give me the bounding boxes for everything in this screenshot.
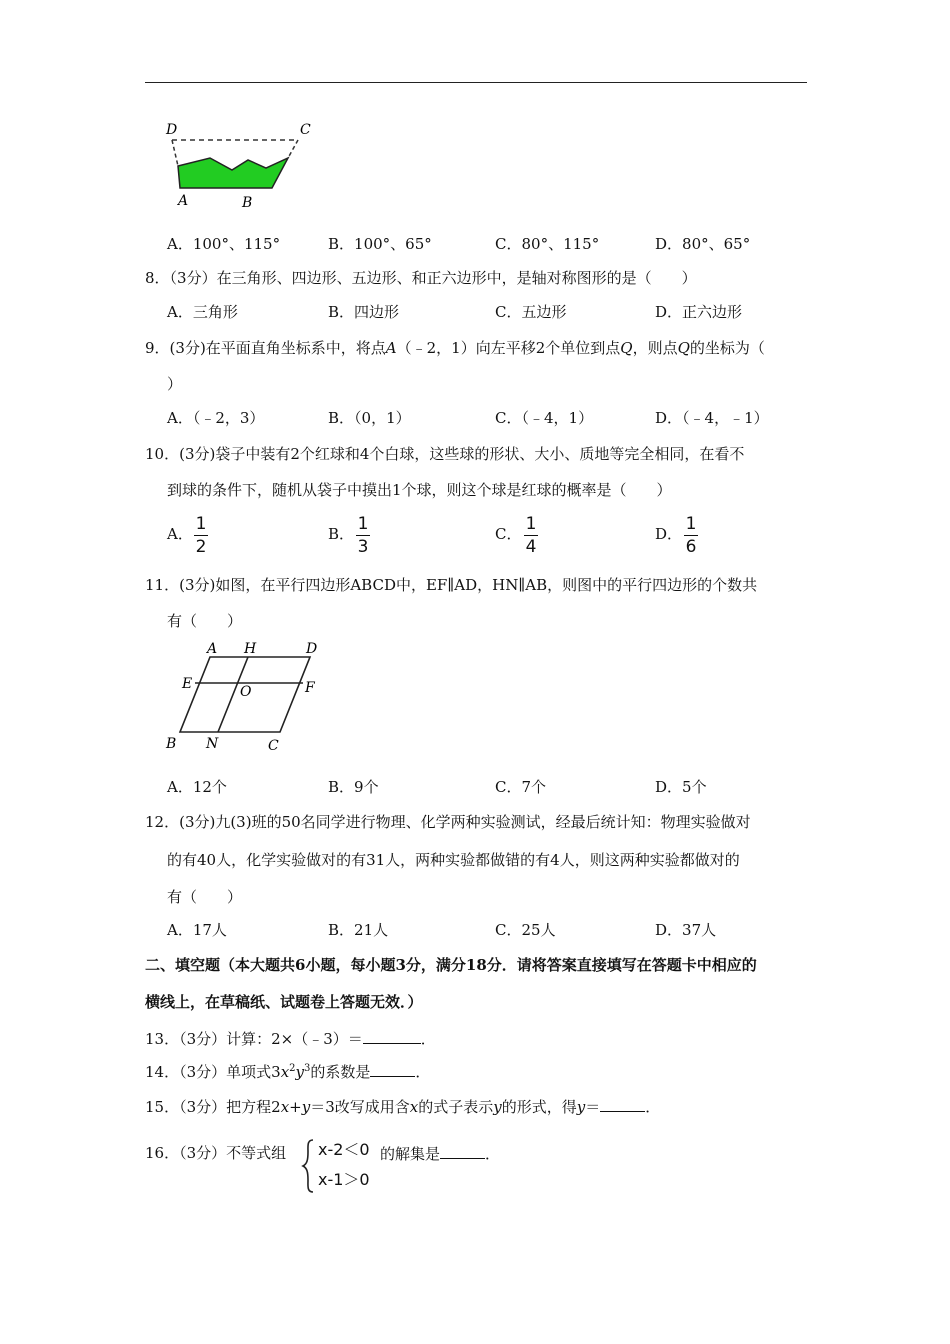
q15-var-y2: y bbox=[493, 1098, 502, 1116]
q9-point-q: Q bbox=[620, 339, 633, 357]
q13-prefix: 13．（3分）计算：2×（﹣3）＝ bbox=[145, 1030, 363, 1048]
q15-prefix: 15．（3分）把方程2 bbox=[145, 1098, 281, 1116]
q11-stem-line1: 11．(3分)如图，在平行四边形ABCD中，EF∥AD，HN∥AB，则图中的平行四边形的个数共 bbox=[145, 576, 758, 594]
q15-plus: + bbox=[289, 1098, 302, 1116]
q10-option-d-numerator: 1 bbox=[685, 514, 697, 534]
q11-option-c[interactable]: C．7个 bbox=[495, 778, 547, 796]
q15-var-x: x bbox=[280, 1098, 290, 1116]
q11-label-B: B bbox=[166, 736, 177, 752]
q11-option-d[interactable]: D．5个 bbox=[655, 778, 707, 796]
q16-suffix: ． bbox=[485, 1145, 501, 1163]
q11-label-A: A bbox=[207, 641, 218, 657]
q12-stem-line1: 12．(3分)九(3)班的50名同学进行物理、化学两种实验测试，经最后统计知：物理实验做对 bbox=[145, 813, 751, 831]
q15-mid1: ＝3改写成用含 bbox=[310, 1098, 410, 1116]
q10-option-d-fraction[interactable] bbox=[684, 515, 698, 556]
q9-point-q2: Q bbox=[677, 339, 690, 357]
q13-suffix: ． bbox=[420, 1030, 436, 1048]
q8-stem: 8．（3分）在三角形、四边形、五边形、和正六边形中，是轴对称图形的是（ ） bbox=[145, 269, 697, 287]
q7-option-b[interactable]: B．100°、65° bbox=[328, 235, 432, 253]
q11-label-D: D bbox=[306, 641, 318, 657]
q8-option-b[interactable]: B．四边形 bbox=[328, 303, 400, 321]
q7-label-A: A bbox=[178, 193, 189, 209]
q12-stem-line2: 的有40人，化学实验做对的有31人，两种实验都做错的有4人，则这两种实验都做对的 bbox=[167, 851, 740, 869]
q9-stem bbox=[145, 338, 765, 358]
q10-stem-line2: 到球的条件下，随机从袋子中摸出1个球，则这个球是红球的概率是（ ） bbox=[167, 481, 672, 499]
q7-trapezoid-figure bbox=[160, 118, 320, 213]
q14-mid: 的系数是 bbox=[310, 1063, 371, 1081]
q16-tail bbox=[380, 1143, 500, 1164]
q10-option-c-numerator: 1 bbox=[525, 514, 537, 534]
q15-mid2: 的式子表示 bbox=[418, 1098, 494, 1116]
q9-option-b[interactable]: B．（0，1） bbox=[328, 409, 411, 427]
q12-stem-line3: 有（ ） bbox=[167, 888, 243, 906]
q15-var-y: y bbox=[301, 1098, 311, 1116]
q10-option-d-letter[interactable]: D． bbox=[655, 525, 683, 543]
q10-option-a-letter[interactable]: A． bbox=[167, 525, 193, 543]
q14-exp-x: 2 bbox=[289, 1063, 296, 1074]
q9-stem-part3: ，则点 bbox=[632, 339, 678, 357]
q14 bbox=[145, 1061, 430, 1082]
q15-suffix: ． bbox=[645, 1098, 661, 1116]
q16-answer-blank[interactable] bbox=[440, 1143, 485, 1159]
q14-exp-y: 3 bbox=[304, 1063, 311, 1074]
q11-label-C: C bbox=[268, 738, 279, 754]
q7-option-a[interactable]: A．100°、115° bbox=[167, 235, 281, 253]
q10-option-a-denominator: 2 bbox=[195, 537, 207, 557]
q16-mid: 的解集是 bbox=[380, 1145, 441, 1163]
q7-option-d[interactable]: D．80°、65° bbox=[655, 235, 751, 253]
q9-option-a[interactable]: A．（﹣2，3） bbox=[167, 409, 265, 427]
q16-brace bbox=[301, 1138, 315, 1194]
q8-option-c[interactable]: C．五边形 bbox=[495, 303, 567, 321]
q12-option-c[interactable]: C．25人 bbox=[495, 921, 556, 939]
q9-option-c[interactable]: C．（﹣4，1） bbox=[495, 409, 594, 427]
q10-option-c-fraction[interactable] bbox=[524, 515, 538, 556]
q15-var-y3: y bbox=[576, 1098, 586, 1116]
q11-label-H: H bbox=[244, 641, 257, 657]
q14-answer-blank[interactable] bbox=[370, 1061, 415, 1077]
q10-option-d-denominator: 6 bbox=[685, 537, 697, 557]
q16-inequality-2: x-1＞0 bbox=[318, 1170, 370, 1189]
q10-option-a-numerator: 1 bbox=[195, 514, 207, 534]
q15-mid3: 的形式，得 bbox=[501, 1098, 577, 1116]
q14-prefix: 14．（3分）单项式3 bbox=[145, 1063, 281, 1081]
q16-inequality-1: x-2＜0 bbox=[318, 1140, 370, 1159]
q13 bbox=[145, 1028, 436, 1049]
q10-option-b-numerator: 1 bbox=[357, 514, 369, 534]
q10-option-c-letter[interactable]: C． bbox=[495, 525, 522, 543]
q15-answer-blank[interactable] bbox=[600, 1096, 645, 1112]
q11-label-O: O bbox=[240, 684, 252, 700]
q12-option-a[interactable]: A．17人 bbox=[167, 921, 227, 939]
q7-label-C: C bbox=[300, 122, 311, 138]
q15-eq: ＝ bbox=[585, 1098, 601, 1116]
q14-var-y: y bbox=[295, 1063, 305, 1081]
q12-option-d[interactable]: D．37人 bbox=[655, 921, 717, 939]
q8-option-a[interactable]: A．三角形 bbox=[167, 303, 238, 321]
q9-stem-part1: 9．(3分)在平面直角坐标系中，将点 bbox=[145, 339, 386, 357]
q14-var-x: x bbox=[280, 1063, 290, 1081]
q15 bbox=[145, 1096, 660, 1117]
q7-label-B: B bbox=[242, 195, 253, 211]
q11-stem-line2: 有（ ） bbox=[167, 612, 243, 630]
section2-heading-line2: 横线上，在草稿纸、试题卷上答题无效．） bbox=[145, 993, 423, 1011]
header-rule bbox=[145, 82, 807, 83]
q11-option-b[interactable]: B．9个 bbox=[328, 778, 379, 796]
q10-option-a-fraction[interactable] bbox=[194, 515, 208, 556]
q9-stem-part2: （﹣2，1）向左平移2个单位到点 bbox=[396, 339, 621, 357]
q7-option-c[interactable]: C．80°、115° bbox=[495, 235, 600, 253]
q9-stem-line2: ） bbox=[167, 375, 183, 393]
q10-option-c-denominator: 4 bbox=[525, 537, 537, 557]
q9-point-a: A bbox=[385, 339, 397, 357]
q16-prefix: 16．（3分）不等式组 bbox=[145, 1144, 287, 1162]
q11-parallelogram-figure bbox=[160, 638, 335, 756]
q14-suffix: ． bbox=[415, 1063, 431, 1081]
q11-option-a[interactable]: A．12个 bbox=[167, 778, 227, 796]
q12-option-b[interactable]: B．21人 bbox=[328, 921, 389, 939]
section2-heading-line1: 二、填空题（本大题共6小题，每小题3分，满分18分．请将答案直接填写在答题卡中相应的 bbox=[145, 956, 757, 974]
q8-option-d[interactable]: D．正六边形 bbox=[655, 303, 743, 321]
q9-stem-part4: 的坐标为（ bbox=[689, 339, 765, 357]
q10-option-b-letter[interactable]: B． bbox=[328, 525, 355, 543]
q11-label-F: F bbox=[305, 680, 315, 696]
q10-option-b-fraction[interactable] bbox=[356, 515, 370, 556]
q15-var-x2: x bbox=[409, 1098, 419, 1116]
q9-option-d[interactable]: D．（﹣4，﹣1） bbox=[655, 409, 769, 427]
q10-option-b-denominator: 3 bbox=[357, 537, 369, 557]
q11-label-E: E bbox=[182, 676, 193, 692]
q7-label-D: D bbox=[166, 122, 178, 138]
q13-answer-blank[interactable] bbox=[363, 1028, 421, 1044]
q10-stem-line1: 10．(3分)袋子中装有2个红球和4个白球，这些球的形状、大小、质地等完全相同，在看不 bbox=[145, 445, 745, 463]
q11-label-N: N bbox=[206, 736, 219, 752]
